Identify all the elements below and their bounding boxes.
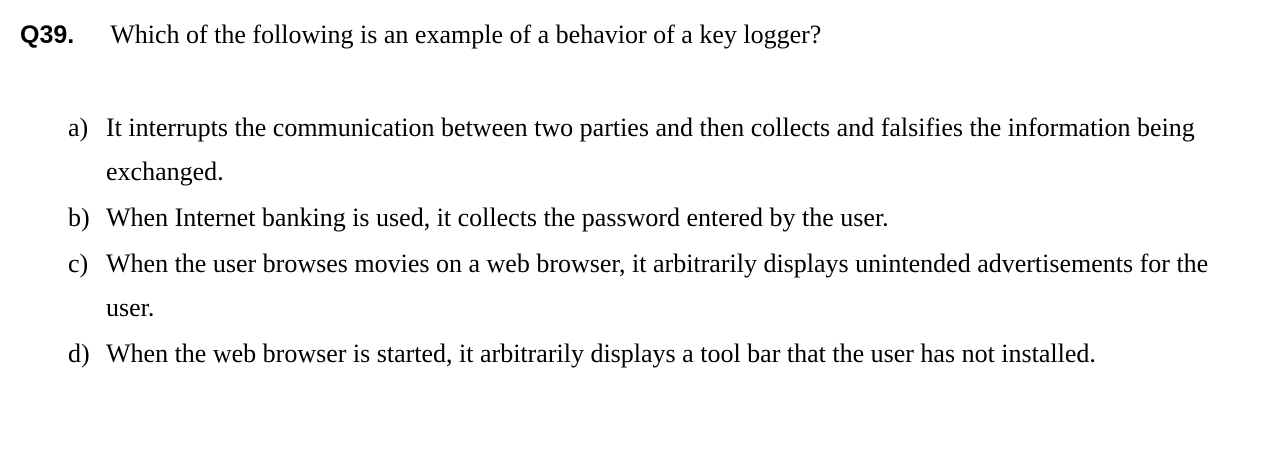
choice-label-d: d) [68, 339, 90, 368]
choice-label-c: c) [68, 249, 89, 278]
choice-list [18, 106, 1270, 376]
choice-label-b: b) [68, 203, 90, 232]
choice-text-d: When the web browser is started, it arbitrarily displays a tool bar that the user has not installed. [106, 339, 1096, 368]
choice-text-b: When Internet banking is used, it collects the password entered by the user. [106, 203, 889, 232]
question-header [18, 18, 1270, 52]
choice-option-b[interactable] [68, 196, 1270, 240]
question-number: Q39. [20, 21, 75, 49]
choice-option-c[interactable] [68, 242, 1270, 330]
choice-option-a[interactable] [68, 106, 1270, 194]
choice-text-c: When the user browses movies on a web browser, it arbitrarily displays unintended advertisements for the user. [106, 249, 1209, 322]
choice-label-a: a) [68, 113, 89, 142]
choice-text-a: It interrupts the communication between two parties and then collects and falsifies the information being exchanged. [106, 113, 1195, 186]
choice-option-d[interactable] [68, 332, 1270, 376]
question-text: Which of the following is an example of a behavior of a key logger? [110, 20, 822, 49]
